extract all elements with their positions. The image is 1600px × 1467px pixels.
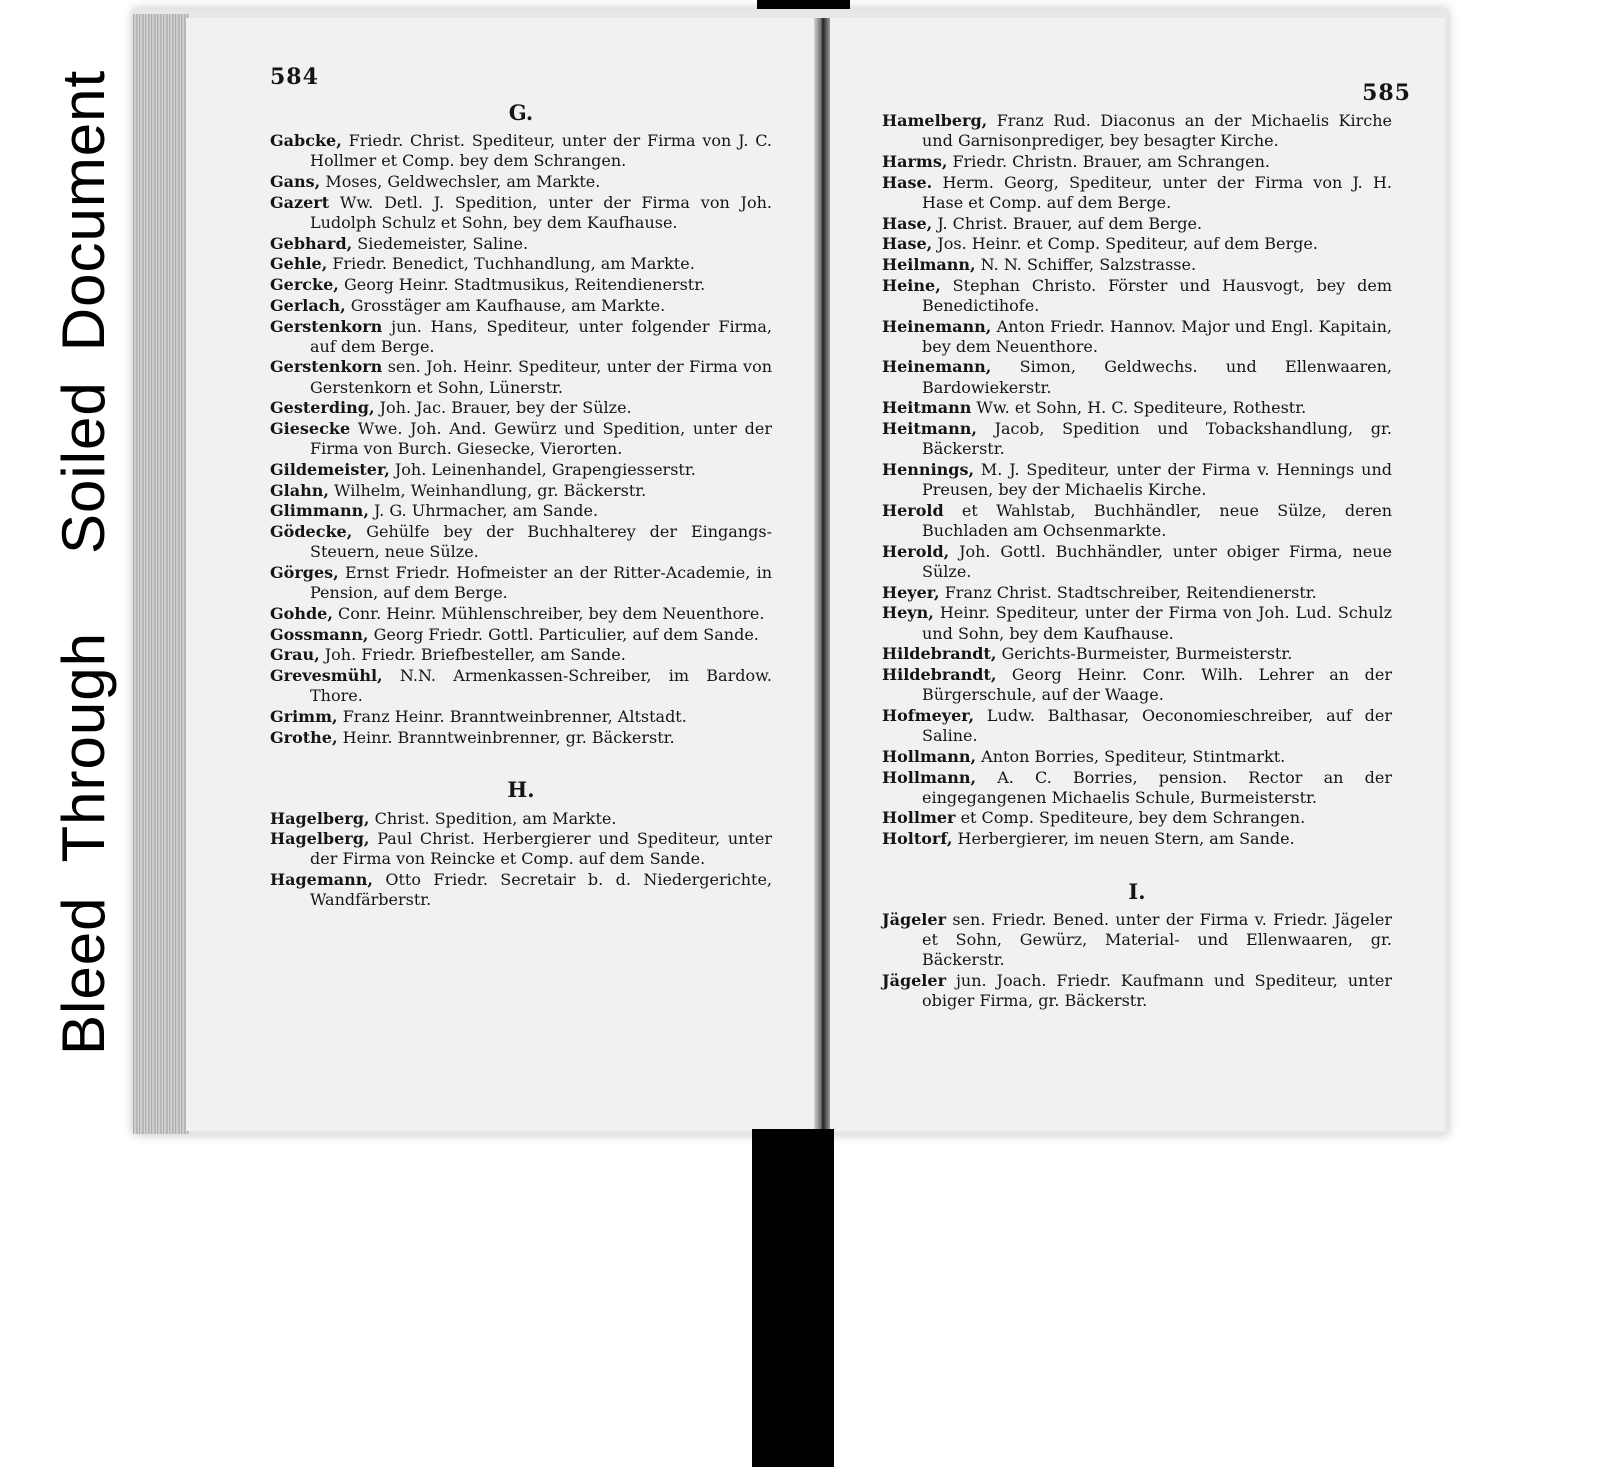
right-page-number: 585 bbox=[1362, 80, 1411, 106]
entry-surname: Hase, bbox=[882, 213, 933, 233]
entry-surname: Heyn, bbox=[882, 603, 934, 623]
section-letter-heading: I. bbox=[1128, 878, 1146, 904]
entry-details: J. Christ. Brauer, auf dem Berge. bbox=[932, 213, 1203, 233]
entry-surname: Gossmann, bbox=[270, 624, 369, 644]
entry-surname: Hollmann, bbox=[882, 746, 977, 766]
right-page bbox=[830, 18, 1445, 1131]
directory-entry bbox=[270, 522, 772, 562]
directory-entry bbox=[882, 214, 1392, 234]
entry-surname: Jägeler bbox=[882, 910, 946, 930]
entry-surname: Gehle, bbox=[270, 254, 328, 274]
directory-entry bbox=[270, 501, 772, 521]
left-page-entries bbox=[270, 100, 772, 911]
entry-details: Wilhelm, Weinhandlung, gr. Bäckerstr. bbox=[328, 480, 647, 500]
entry-surname: Holtorf, bbox=[882, 829, 953, 849]
entry-surname: Gerstenkorn bbox=[270, 316, 383, 336]
entry-details: Heinr. Spediteur, unter der Firma von Joh. Lud. Schulz und Sohn, bey dem Kaufhause. bbox=[922, 603, 1392, 643]
right-page-entries bbox=[882, 111, 1392, 1012]
entry-surname: Hildebrandt, bbox=[882, 664, 997, 684]
entry-surname: Heilmann, bbox=[882, 254, 976, 274]
entry-details: Heinr. Branntweinbrenner, gr. Bäckerstr. bbox=[337, 727, 675, 747]
directory-entry bbox=[270, 254, 772, 274]
bottom-tab-marker bbox=[752, 1129, 834, 1467]
entry-surname: Hagelberg, bbox=[270, 829, 370, 849]
entry-surname: Grothe, bbox=[270, 727, 338, 747]
directory-entry bbox=[270, 645, 772, 665]
left-page-number: 584 bbox=[270, 64, 319, 90]
entry-surname: Gercke, bbox=[270, 275, 339, 295]
side-label-word-document: Document bbox=[49, 69, 117, 352]
entry-details: Georg Friedr. Gottl. Particulier, auf dem Sande. bbox=[368, 624, 759, 644]
entry-details: Siedemeister, Saline. bbox=[352, 233, 529, 253]
directory-entry bbox=[882, 747, 1392, 767]
entry-surname: Gans, bbox=[270, 172, 321, 192]
entry-surname: Glimmann, bbox=[270, 501, 369, 521]
entry-details: Simon, Geldwechs. und Ellenwaaren, Bardowiekerstr. bbox=[922, 357, 1392, 397]
entry-surname: Grau, bbox=[270, 645, 320, 665]
entry-surname: Gazert bbox=[270, 192, 330, 212]
entry-details: Friedr. Christ. Spediteur, unter der Firma von J. C. Hollmer et Comp. bey dem Schrangen. bbox=[310, 131, 772, 171]
entry-surname: Hollmer bbox=[882, 808, 956, 828]
directory-entry bbox=[270, 460, 772, 480]
directory-entry bbox=[882, 665, 1392, 705]
entry-surname: Gohde, bbox=[270, 603, 333, 623]
entry-details: Jos. Heinr. et Comp. Spediteur, auf dem Berge. bbox=[932, 234, 1318, 254]
directory-entry bbox=[270, 357, 772, 397]
directory-entry bbox=[882, 357, 1392, 397]
entry-surname: Hase, bbox=[882, 234, 933, 254]
directory-entry bbox=[882, 603, 1392, 643]
entry-details: Friedr. Benedict, Tuchhandlung, am Markte. bbox=[327, 254, 695, 274]
entry-surname: Heine, bbox=[882, 275, 941, 295]
entry-surname: Heinemann, bbox=[882, 357, 992, 377]
directory-entry bbox=[882, 173, 1392, 213]
directory-entry bbox=[882, 542, 1392, 582]
entry-details: Gerichts-Burmeister, Burmeisterstr. bbox=[996, 644, 1293, 664]
entry-details: A. C. Borries, pension. Rector an der eingegangenen Michaelis Schule, Burmeisterstr. bbox=[922, 767, 1392, 807]
directory-entry bbox=[270, 193, 772, 233]
directory-entry bbox=[882, 317, 1392, 357]
entry-details: Anton Borries, Spediteur, Stintmarkt. bbox=[976, 746, 1286, 766]
entry-details: Georg Heinr. Stadtmusikus, Reitendienerstr. bbox=[338, 275, 706, 295]
directory-entry bbox=[270, 398, 772, 418]
directory-entry bbox=[882, 276, 1392, 316]
section-letter-heading: G. bbox=[508, 100, 534, 125]
directory-entry bbox=[270, 296, 772, 316]
directory-entry bbox=[270, 481, 772, 501]
entry-details: Gehülfe bey der Buchhalterey der Eingangs-Steuern, neue Sülze. bbox=[310, 522, 772, 562]
entry-details: Ww. Detl. J. Spedition, unter der Firma von Joh. Ludolph Schulz et Sohn, bey dem Kaufhause. bbox=[310, 192, 772, 233]
directory-entry bbox=[882, 808, 1392, 828]
directory-entry bbox=[270, 234, 772, 254]
entry-details: Anton Friedr. Hannov. Major und Engl. Kapitain, bey dem Neuenthore. bbox=[922, 316, 1392, 356]
entry-surname: Heitmann bbox=[882, 398, 972, 418]
directory-entry bbox=[882, 398, 1392, 418]
directory-entry bbox=[270, 728, 772, 748]
entry-details: Christ. Spedition, am Markte. bbox=[369, 808, 617, 828]
directory-entry bbox=[882, 460, 1392, 500]
entry-details: Jacob, Spedition und Tobackshandlung, gr. Bäckerstr. bbox=[922, 419, 1392, 459]
side-label-word-through: Through bbox=[49, 632, 117, 863]
entry-surname: Hennings, bbox=[882, 459, 975, 479]
entry-details: Franz Heinr. Branntweinbrenner, Altstadt. bbox=[337, 706, 687, 726]
entry-details: Joh. Jac. Brauer, bey der Sülze. bbox=[374, 398, 632, 418]
entry-details: sen. Joh. Heinr. Spediteur, unter der Firma von Gerstenkorn et Sohn, Lünerstr. bbox=[310, 357, 772, 397]
directory-entry bbox=[882, 234, 1392, 254]
directory-entry bbox=[882, 644, 1392, 664]
entry-surname: Hamelberg, bbox=[882, 111, 988, 130]
directory-entry bbox=[270, 131, 772, 171]
entry-details: Grosstäger am Kaufhause, am Markte. bbox=[345, 295, 666, 315]
entry-details: sen. Friedr. Bened. unter der Firma v. Friedr. Jägeler et Sohn, Gewürz, Material- und Ellenwaaren, gr. Bäckerstr. bbox=[922, 910, 1392, 970]
entry-details: jun. Joach. Friedr. Kaufmann und Spediteur, unter obiger Firma, gr. Bäckerstr. bbox=[922, 971, 1392, 1011]
left-page bbox=[186, 18, 814, 1131]
entry-details: et Comp. Spediteure, bey dem Schrangen. bbox=[955, 808, 1306, 828]
directory-entry bbox=[270, 707, 772, 727]
directory-entry bbox=[882, 971, 1392, 1011]
directory-entry bbox=[270, 419, 772, 459]
entry-details: Wwe. Joh. And. Gewürz und Spedition, unter der Firma von Burch. Giesecke, Vierorten. bbox=[310, 419, 772, 459]
section-gap bbox=[270, 748, 772, 780]
entry-details: Conr. Heinr. Mühlenschreiber, bey dem Neuenthore. bbox=[332, 603, 765, 623]
side-label-word-bleed: Bleed bbox=[49, 896, 117, 1055]
section-letter-heading: H. bbox=[507, 777, 535, 803]
directory-entry bbox=[882, 501, 1392, 541]
entry-surname: Gerstenkorn bbox=[270, 357, 383, 377]
entry-details: Georg Heinr. Conr. Wilh. Lehrer an der Bürgerschule, auf der Waage. bbox=[922, 664, 1392, 705]
entry-details: Ernst Friedr. Hofmeister an der Ritter-Academie, in Pension, auf dem Berge. bbox=[310, 562, 772, 603]
directory-entry bbox=[270, 829, 772, 869]
directory-entry bbox=[882, 255, 1392, 275]
page-edges bbox=[133, 14, 189, 1134]
directory-entry bbox=[882, 768, 1392, 808]
entry-surname: Grimm, bbox=[270, 706, 338, 726]
entry-details: jun. Hans, Spediteur, unter folgender Firma, auf dem Berge. bbox=[310, 316, 772, 356]
directory-entry bbox=[270, 666, 772, 706]
directory-entry bbox=[882, 152, 1392, 172]
directory-entry bbox=[270, 604, 772, 624]
directory-entry bbox=[882, 829, 1392, 849]
entry-surname: Görges, bbox=[270, 562, 339, 582]
entry-surname: Harms, bbox=[882, 151, 948, 171]
entry-details: Joh. Leinenhandel, Grapengiesserstr. bbox=[389, 459, 696, 479]
entry-details: N.N. Armenkassen-Schreiber, im Bardow. Thore. bbox=[310, 665, 772, 706]
entry-surname: Herold bbox=[882, 500, 944, 520]
entry-details: Paul Christ. Herbergierer und Spediteur, unter der Firma von Reincke et Comp. auf dem Sande. bbox=[310, 829, 772, 869]
entry-surname: Hildebrandt, bbox=[882, 644, 997, 664]
entry-details: J. G. Uhrmacher, am Sande. bbox=[368, 501, 599, 521]
entry-surname: Gebhard, bbox=[270, 233, 353, 253]
entry-surname: Gabcke, bbox=[270, 131, 342, 151]
directory-entry bbox=[882, 111, 1392, 151]
entry-surname: Heinemann, bbox=[882, 316, 992, 336]
entry-details: Herbergierer, im neuen Stern, am Sande. bbox=[952, 829, 1295, 849]
entry-details: Herm. Georg, Spediteur, unter der Firma von J. H. Hase et Comp. auf dem Berge. bbox=[922, 172, 1392, 212]
directory-entry bbox=[270, 172, 772, 192]
entry-details: Joh. Gottl. Buchhändler, unter obiger Firma, neue Sülze. bbox=[922, 541, 1392, 581]
entry-surname: Heitmann, bbox=[882, 419, 977, 439]
entry-surname: Herold, bbox=[882, 541, 950, 561]
side-label-word-soiled: Soiled bbox=[49, 381, 117, 555]
book-gutter bbox=[814, 18, 830, 1131]
entry-surname: Jägeler bbox=[882, 971, 946, 991]
directory-entry bbox=[882, 583, 1392, 603]
directory-entry bbox=[270, 563, 772, 603]
entry-surname: Hofmeyer, bbox=[882, 705, 975, 725]
entry-details: Friedr. Christn. Brauer, am Schrangen. bbox=[947, 151, 1270, 171]
entry-surname: Gesterding, bbox=[270, 398, 375, 418]
entry-details: Otto Friedr. Secretair b. d. Niedergerichte, Wandfärberstr. bbox=[310, 870, 772, 910]
entry-surname: Glahn, bbox=[270, 480, 329, 500]
entry-surname: Hagemann, bbox=[270, 870, 373, 890]
entry-surname: Giesecke bbox=[270, 419, 351, 439]
entry-details: Ludw. Balthasar, Oeconomieschreiber, auf der Saline. bbox=[922, 705, 1392, 746]
directory-entry bbox=[882, 910, 1392, 971]
entry-surname: Gödecke, bbox=[270, 522, 353, 542]
directory-entry bbox=[882, 419, 1392, 459]
directory-entry bbox=[270, 317, 772, 357]
directory-entry bbox=[270, 625, 772, 645]
directory-entry bbox=[270, 275, 772, 295]
entry-details: Ww. et Sohn, H. C. Spediteure, Rothestr. bbox=[971, 398, 1307, 418]
entry-details: Stephan Christo. Förster und Hausvogt, bey dem Benedictihofe. bbox=[922, 275, 1392, 315]
entry-surname: Hase. bbox=[882, 172, 933, 192]
entry-surname: Heyer, bbox=[882, 582, 940, 602]
directory-entry bbox=[270, 809, 772, 829]
entry-details: Franz Christ. Stadtschreiber, Reitendienerstr. bbox=[939, 582, 1317, 602]
side-label bbox=[38, 50, 128, 1055]
directory-entry bbox=[270, 870, 772, 910]
entry-details: et Wahlstab, Buchhändler, neue Sülze, deren Buchladen am Ochsenmarkte. bbox=[922, 500, 1392, 541]
entry-details: M. J. Spediteur, unter der Firma v. Hennings und Preusen, bey der Michaelis Kirche. bbox=[922, 459, 1392, 500]
entry-details: N. N. Schiffer, Salzstrasse. bbox=[975, 254, 1197, 274]
entry-details: Joh. Friedr. Briefbesteller, am Sande. bbox=[319, 645, 626, 665]
entry-details: Moses, Geldwechsler, am Markte. bbox=[320, 172, 601, 192]
entry-surname: Hagelberg, bbox=[270, 808, 370, 828]
entry-surname: Gerlach, bbox=[270, 295, 346, 315]
entry-surname: Hollmann, bbox=[882, 767, 977, 787]
entry-details: Franz Rud. Diaconus an der Michaelis Kirche und Garnisonprediger, bey besagter Kirche. bbox=[922, 111, 1392, 151]
entry-surname: Gildemeister, bbox=[270, 459, 390, 479]
entry-surname: Grevesmühl, bbox=[270, 665, 383, 685]
section-gap bbox=[882, 850, 1392, 882]
directory-entry bbox=[882, 706, 1392, 746]
